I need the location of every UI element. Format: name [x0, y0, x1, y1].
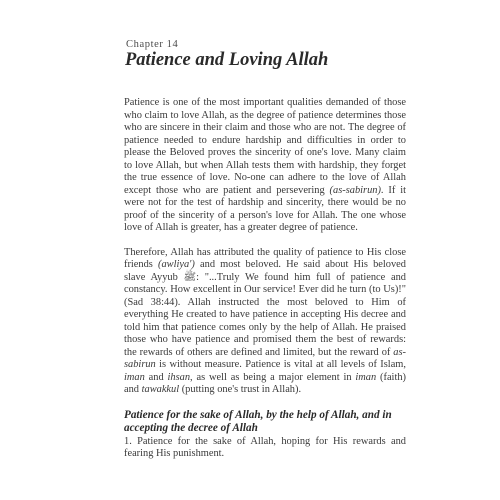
chapter-title: Patience and Loving Allah	[125, 50, 329, 70]
paragraph-2-text-e: , as well as being a major element in	[190, 371, 356, 383]
section-subheading: Patience for the sake of Allah, by the help of Allah, and in accepting the decree of Allah	[124, 408, 392, 434]
term-ihsan: ihsan	[167, 371, 191, 383]
paragraph-2-text-b: and most beloved. He said about His beloved slave Ayyub ﷺ: "...Truly We found him full of patience and constancy. How excellent in Our service! Ever did he turn (to Us)!" (Sad 38:44). Allah instructed the most beloved to Him of everything He created to have patience in accepting His decree and told him that patience comes only by the help of Allah. He praised those who have patience and promised them the best of rewards: the rewards of others are defined and limited, but the reward of	[124, 259, 406, 358]
term-as-sabirun-2: as-sabirun	[124, 346, 406, 370]
list-item: 1. Patience for the sake of Allah, hoping for His rewards and fearing His punishment.	[124, 435, 406, 459]
chapter-number: Chapter 14	[126, 39, 179, 50]
paragraph-2-text-c: is without measure. Patience is vital at all levels of Islam,	[155, 359, 406, 370]
term-iman: iman	[124, 371, 145, 383]
term-awliya: (awliya')	[158, 259, 195, 270]
paragraph-2	[124, 247, 406, 397]
page-body	[124, 97, 406, 461]
paragraph-2-text-f: (faith) and	[124, 371, 406, 395]
paragraph-2-text-g: (putting one's trust in Allah).	[179, 384, 302, 395]
paragraph-2-text-d: and	[144, 371, 168, 383]
paragraph-2-text-a: Therefore, Allah has attributed the quality of patience to His close friends	[124, 246, 406, 270]
term-as-sabirun: (as-sabirun)	[329, 184, 381, 196]
paragraph-1	[124, 97, 406, 235]
paragraph-1-text-b: . If it were not for the test of hardship and sincerity, there would be no proof of the sincerity of a person's love for Allah. The one whose love of Allah is greater, has a greater degree of patience.	[124, 184, 406, 233]
paragraph-1-text-a: Patience is one of the most important qualities demanded of those who claim to love Allah, as the degree of patience determines those who are sincere in their claim and those who are not. The degree of patience needed to endure hardship and difficulties in order to please the Beloved proves the sincerity of one's love. Many claim to love Allah, but when Allah tests them with hardship, they forget the true essence of love. No-one can adhere to the love of Allah except those who are patient and persevering	[124, 97, 406, 196]
term-iman-2: iman	[355, 371, 377, 383]
term-tawakkul: tawakkul	[141, 384, 180, 395]
